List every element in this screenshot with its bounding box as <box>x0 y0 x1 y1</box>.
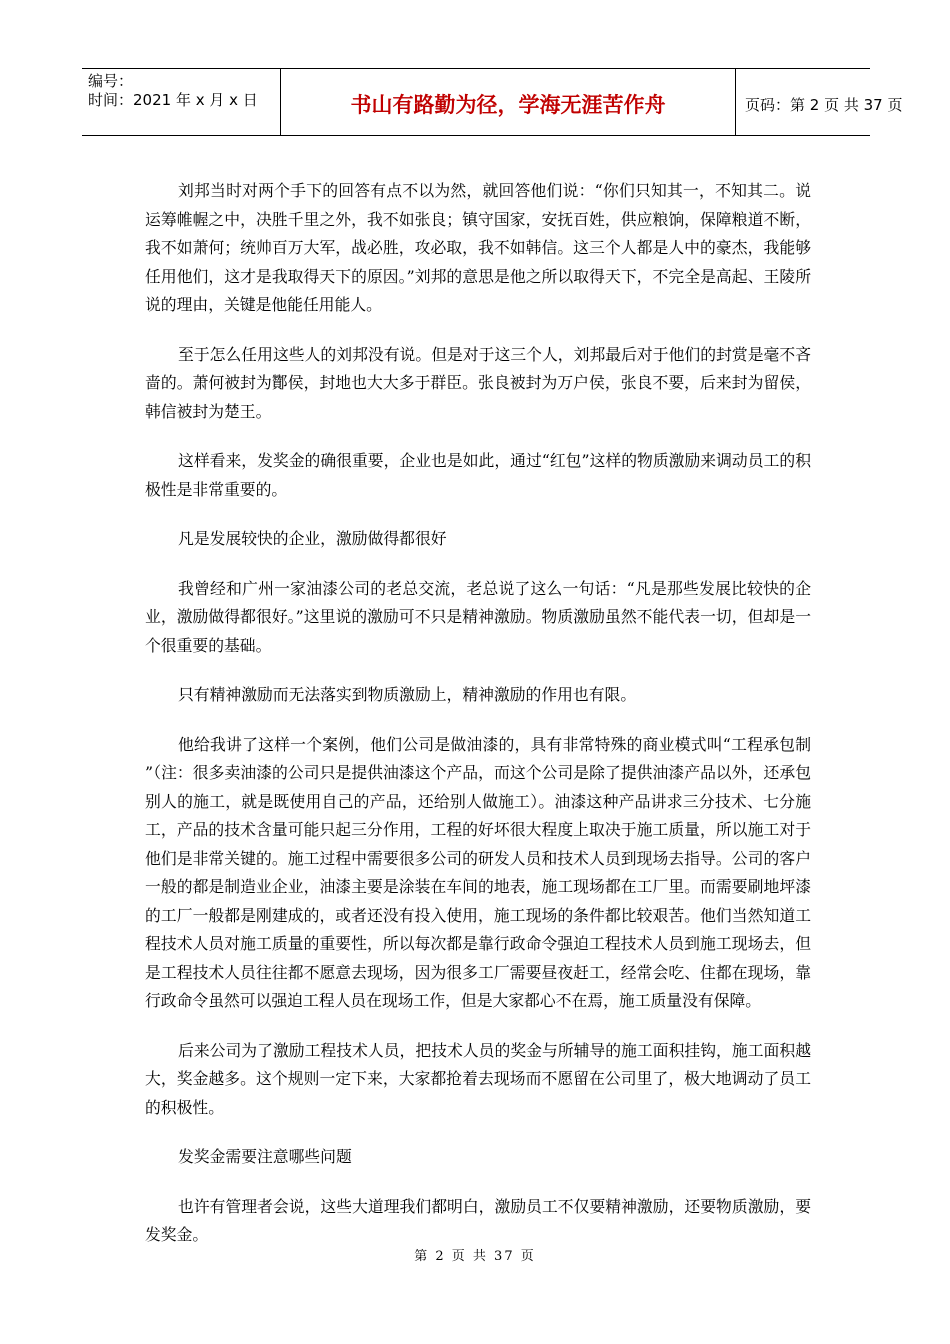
paragraph: 只有精神激励而无法落实到物质激励上，精神激励的作用也有限。 <box>178 685 637 704</box>
paragraph: 后来公司为了激励工程技术人员，把技术人员的奖金与所辅导的施工面积挂钩，施工面积越大，奖金越多。这个规则一定下来，大家都抢着去现场而不愿留在公司里了，极大地调动了员工的积极性。 <box>145 1040 811 1117</box>
header-meta <box>82 69 281 135</box>
section-heading: 凡是发展较快的企业，激励做得都很好 <box>178 529 447 548</box>
paragraph: 这样看来，发奖金的确很重要，企业也是如此，通过“红包”这样的物质激励来调动员工的积极性是非常重要的。 <box>145 451 811 499</box>
page-header <box>82 68 903 136</box>
header-motto: 书山有路勤为径，学海无涯苦作舟 <box>281 69 736 135</box>
paragraph: 至于怎么任用这些人的刘邦没有说。但是对于这三个人，刘邦最后对于他们的封赏是毫不吝啬的。萧何被封为酇侯，封地也大大多于群臣。张良被封为万户侯，张良不要，后来封为留侯，韩信被封为楚王。 <box>145 344 811 421</box>
header-page-number: 页码：第 2 页 共 37 页 <box>745 95 903 114</box>
document-number-label: 编号： <box>88 72 134 90</box>
document-date-label: 时间：2021 年 x 月 x 日 <box>88 91 258 109</box>
page-footer: 第 2 页 共 37 页 <box>414 1249 536 1264</box>
section-heading: 发奖金需要注意哪些问题 <box>178 1147 352 1166</box>
paragraph: 也许有管理者会说，这些大道理我们都明白，激励员工不仅要精神激励，还要物质激励，要发奖金。 <box>145 1196 811 1244</box>
document-body <box>145 177 811 1271</box>
paragraph: 他给我讲了这样一个案例，他们公司是做油漆的，具有非常特殊的商业模式叫“工程承包制 ”（注：很多卖油漆的公司只是提供油漆这个产品，而这个公司是除了提供油漆产品以外，还承包别人的施工，就是既使用自己的产品，还给别人做施工）。油漆这种产品讲求三分技术、七分施工，产品的技术含量可能只起三分作用，工程的好坏很大程度上取决于施工质量，所以施工对于他们是非常关键的。施工过程中需要很多公司的研发人员和技术人员到现场去指导。公司的客户一般的都是制造业企业，油漆主要是涂装在车间的地表，施工现场都在工厂里。而需要刷地坪漆的工厂一般都是刚建成的，或者还没有投入使用，施工现场的条件都比较艰苦。他们当然知道工程技术人员对施工质量的重要性，所以每次都是靠行政命令强迫工程技术人员到施工现场去，但是工程技术人员往往都不愿意去现场，因为很多工厂需要昼夜赶工，经常会吃、住都在现场，靠行政命令虽然可以强迫工程人员在现场工作，但是大家都心不在焉，施工质量没有保障。 <box>145 734 811 1010</box>
paragraph: 刘邦当时对两个手下的回答有点不以为然，就回答他们说：“你们只知其一，不知其二。说运筹帷幄之中，决胜千里之外，我不如张良；镇守国家，安抚百姓，供应粮饷，保障粮道不断，我不如萧何；统帅百万大军，战必胜，攻必取，我不如韩信。这三个人都是人中的豪杰，我能够任用他们，这才是我取得天下的原因。”刘邦的意思是他之所以取得天下，不完全是高起、王陵所说的理由，关键是他能任用能人。 <box>145 181 811 314</box>
paragraph: 我曾经和广州一家油漆公司的老总交流，老总说了这么一句话：“凡是那些发展比较快的企业，激励做得都很好。”这里说的激励可不只是精神激励。物质激励虽然不能代表一切，但却是一个很重要的基础。 <box>145 578 811 655</box>
